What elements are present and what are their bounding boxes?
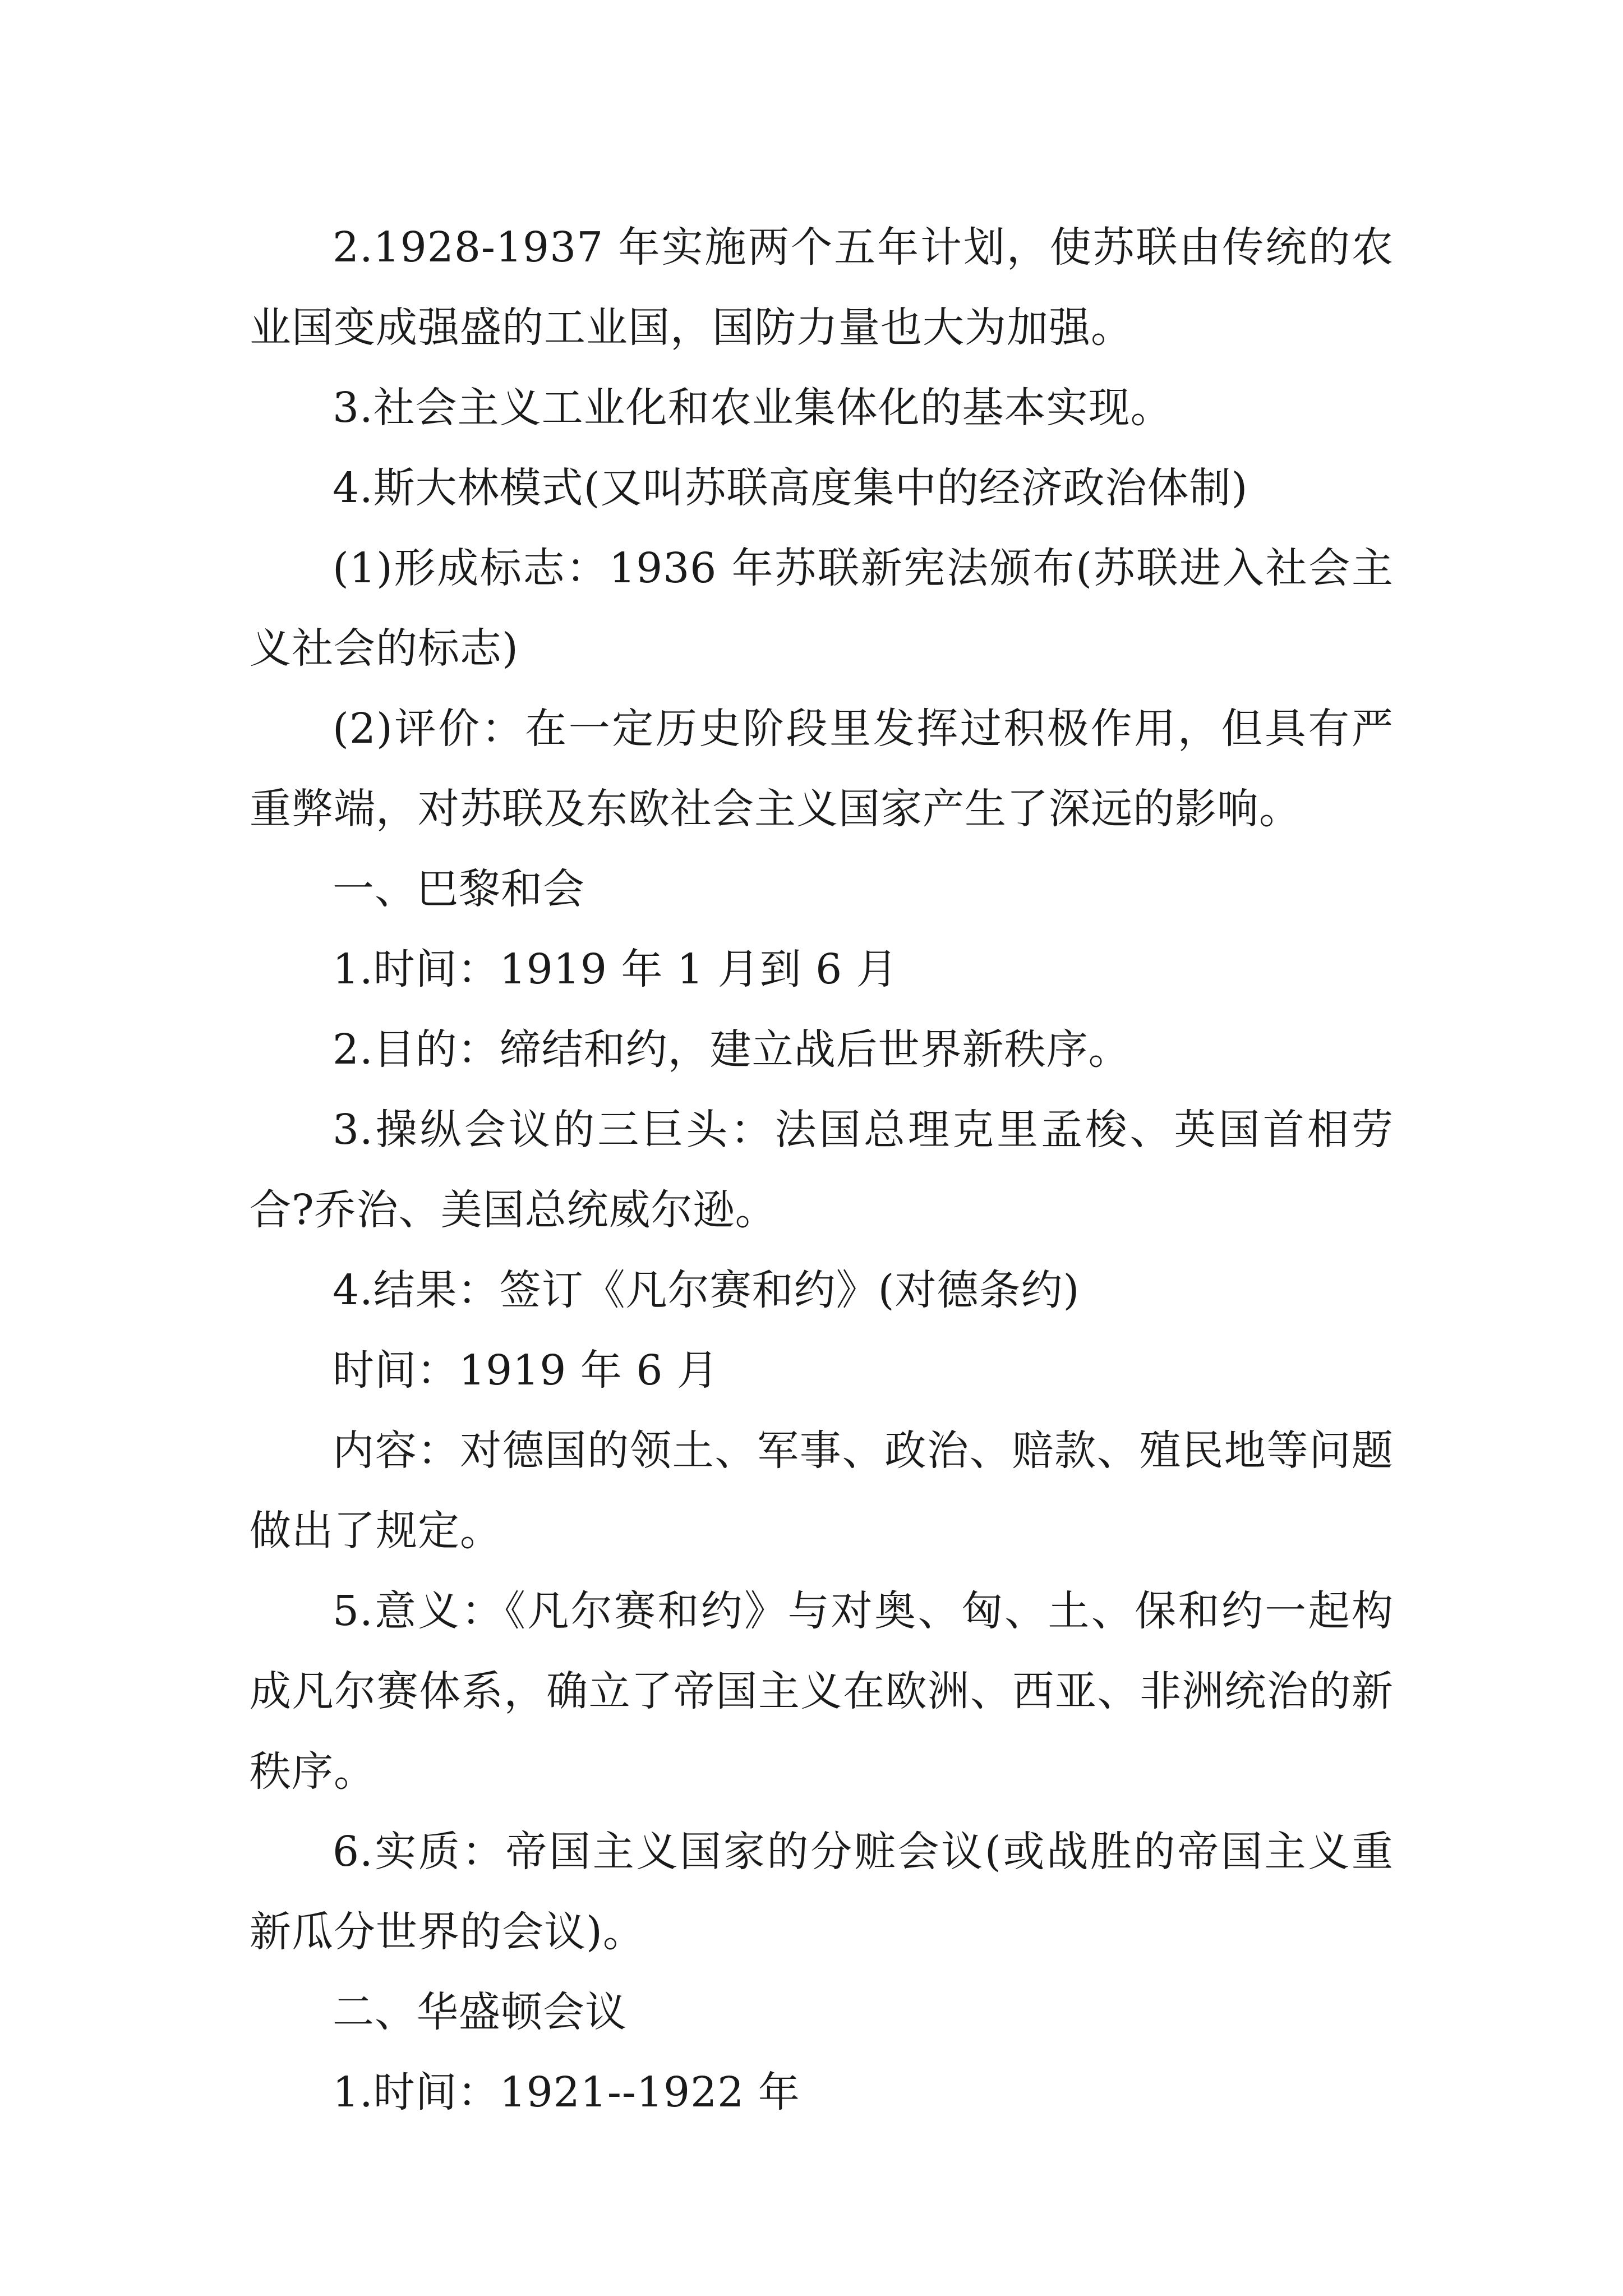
paragraph-stalin-model: 4.斯大林模式(又叫苏联高度集中的经济政治体制)	[333, 464, 1248, 512]
document-body	[250, 208, 1394, 2133]
paragraph-big-three: 3.操纵会议的三巨头：法国总理克里孟梭、英国首相劳合?乔治、美国总统威尔逊。	[250, 1106, 1394, 1234]
paragraph-paris-purpose: 2.目的：缔结和约，建立战后世界新秩序。	[333, 1025, 1131, 1074]
paragraph-treaty-content: 内容：对德国的领土、军事、政治、赔款、殖民地等问题做出了规定。	[250, 1427, 1394, 1555]
paragraph-washington-time: 1.时间：1921--1922 年	[333, 2068, 800, 2116]
paragraph-essence: 6.实质：帝国主义国家的分赃会议(或战胜的帝国主义重新瓜分世界的会议)。	[250, 1828, 1394, 1956]
paragraph-five-year-plans: 2.1928-1937 年实施两个五年计划，使苏联由传统的农业国变成强盛的工业国，国防力量也大为加强。	[250, 223, 1394, 352]
paragraph-treaty-time: 时间：1919 年 6 月	[333, 1346, 719, 1395]
paragraph-formation-sign: (1)形成标志：1936 年苏联新宪法颁布(苏联进入社会主义社会的标志)	[250, 544, 1394, 673]
paragraph-significance: 5.意义：《凡尔赛和约》与对奥、匈、土、保和约一起构成凡尔赛体系，确立了帝国主义在欧洲、西亚、非洲统治的新秩序。	[250, 1587, 1394, 1796]
paragraph-evaluation: (2)评价：在一定历史阶段里发挥过积极作用，但具有严重弊端，对苏联及东欧社会主义国家产生了深远的影响。	[250, 705, 1394, 833]
paragraph-paris-time: 1.时间：1919 年 1 月到 6 月	[333, 945, 898, 993]
paragraph-industrialization: 3.社会主义工业化和农业集体化的基本实现。	[333, 384, 1173, 432]
paragraph-paris-result: 4.结果：签订《凡尔赛和约》(对德条约)	[333, 1266, 1080, 1314]
heading-washington-conference: 二、华盛顿会议	[333, 1988, 627, 2036]
heading-paris-peace-conference: 一、巴黎和会	[333, 865, 585, 913]
